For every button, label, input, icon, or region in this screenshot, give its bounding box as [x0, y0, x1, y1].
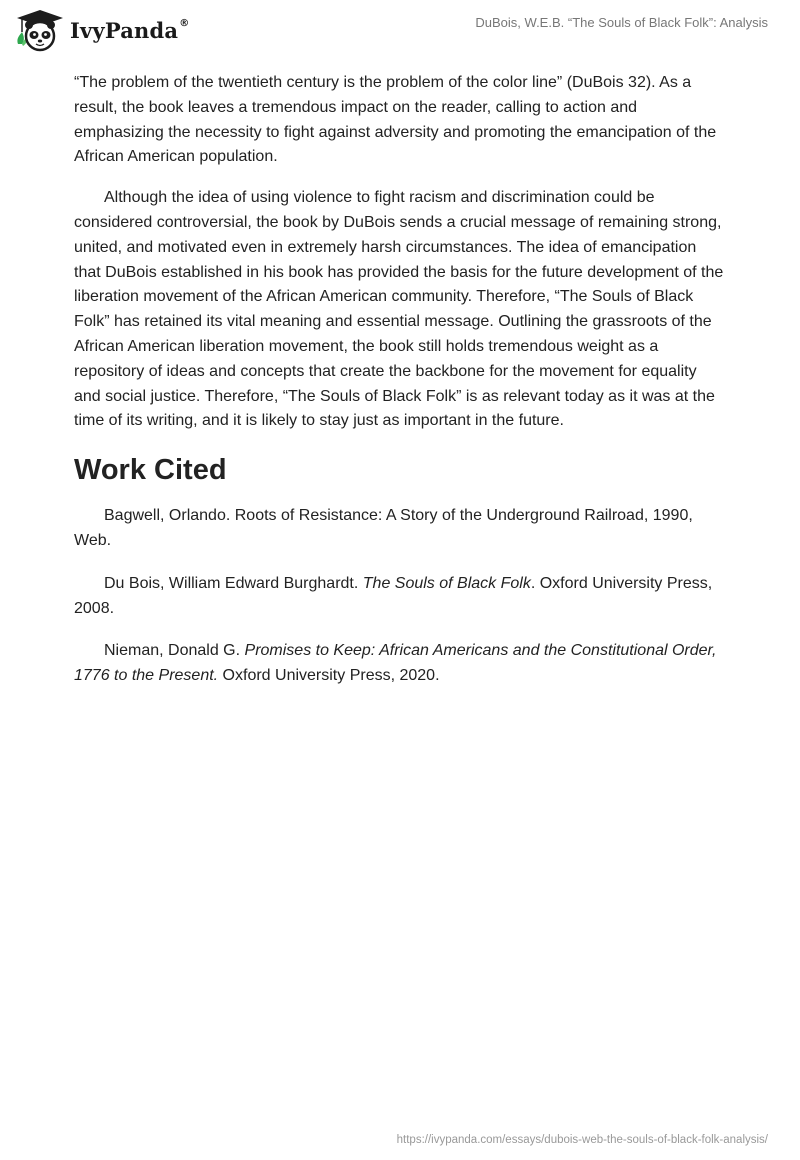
panda-mascot-icon: [14, 8, 66, 52]
source-url-link[interactable]: https://ivypanda.com/essays/dubois-web-the-souls-of-black-folk-analysis/: [396, 1134, 768, 1146]
citation-title: Promises to Keep: African Americans and the Constitutional Order, 1776 to the Present.: [74, 642, 717, 685]
page-header: [0, 0, 800, 70]
works-cited-heading: Work Cited: [74, 454, 227, 487]
citation-title: The Souls of Black Folk: [362, 574, 531, 592]
citation-item: Nieman, Donald G. Promises to Keep: African Americans and the Constitutional Order, 1776 to the Present. Oxford University Press, 2020.: [74, 642, 717, 685]
citation-item: Bagwell, Orlando. Roots of Resistance: A Story of the Underground Railroad, 1990, Web.: [74, 507, 693, 549]
running-title: DuBois, W.E.B. “The Souls of Black Folk”: Analysis: [475, 15, 768, 30]
ivypanda-logo[interactable]: [14, 8, 189, 52]
body-paragraph: Although the idea of using violence to fight racism and discrimination could be considered controversial, the book by DuBois sends a crucial message of remaining strong, united, and motivated even in extremely harsh circumstances. The idea of emancipation that DuBois established in his book has provided the basis for the future development of the liberation movement of the African American community. Therefore, “The Souls of Black Folk” has retained its vital meaning and essential message. Outlining the grassroots of the African American liberation movement, the book still holds tremendous weight as a repository of ideas and concepts that create the backbone for the movement for equality and social justice. Therefore, “The Souls of Black Folk” is as relevant today as it was at the time of its writing, and it is likely to stay just as important in the future.: [74, 189, 724, 430]
essay-content: [74, 71, 726, 707]
body-paragraph: “The problem of the twentieth century is the problem of the color line” (DuBois 32). As a result, the book leaves a tremendous impact on the reader, calling to action and emphasizing the necessity to fight against adversity and promoting the emancipation of the African American population.: [74, 74, 717, 166]
brand-name: IvyPanda®: [70, 17, 190, 43]
citation-item: Du Bois, William Edward Burghardt. The Souls of Black Folk. Oxford University Press, 2008.: [74, 574, 713, 617]
